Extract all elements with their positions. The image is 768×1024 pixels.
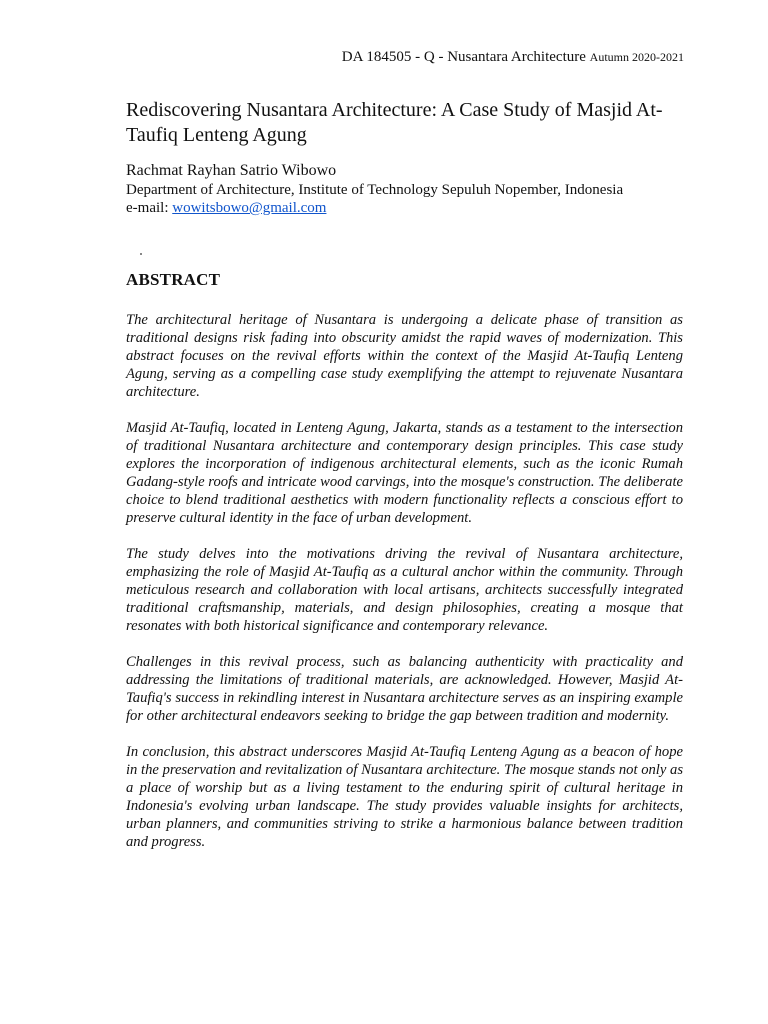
course-code: DA 184505 - Q - Nusantara Architecture [341, 49, 586, 65]
paper-title: Rediscovering Nusantara Architecture: A Case Study of Masjid At-Taufiq Lenteng Agung [126, 99, 663, 146]
abstract-paragraph: The study delves into the motivations driving the revival of Nusantara architecture, emphasizing the role of Masjid At-Taufiq as a cultural anchor within the community. Through meticulous research and collaboration with local artisans, architects successfully integrated traditional craftsmanship, materials, and design philosophies, creating a mosque that resonates with both historical significance and contemporary relevance. [126, 546, 683, 634]
email-link[interactable]: wowitsbowo@gmail.com [172, 200, 327, 216]
abstract-paragraph: In conclusion, this abstract underscores Masjid At-Taufiq Lenteng Agung as a beacon of hope in the preservation and revitalization of Nusantara architecture. The mosque stands not only as a place of worship but as a living testament to the enduring spirit of cultural heritage in Indonesia's evolving urban landscape. The study provides valuable insights for architects, urban planners, and communities striving to strike a harmonious balance between tradition and progress. [126, 744, 683, 850]
abstract-heading: ABSTRACT [126, 270, 221, 289]
author-name: Rachmat Rayhan Satrio Wibowo [126, 162, 337, 179]
abstract-body [126, 311, 683, 869]
term: Autumn 2020-2021 [589, 50, 684, 64]
email-label: e-mail: [126, 200, 173, 216]
stray-mark [140, 253, 142, 255]
abstract-paragraph: Masjid At-Taufiq, located in Lenteng Agung, Jakarta, stands as a testament to the intersection of traditional Nusantara architecture and contemporary design principles. This case study explores the incorporation of indigenous architectural elements, such as the iconic Rumah Gadang-style roofs and intricate wood carvings, into the mosque's construction. The deliberate choice to blend traditional aesthetics with modern functionality reflects a conscious effort to preserve cultural identity in the face of urban development. [126, 420, 683, 526]
abstract-paragraph: The architectural heritage of Nusantara is undergoing a delicate phase of transition as traditional designs risk fading into obscurity amidst the rapid waves of modernization. This abstract focuses on the revival efforts within the context of the Masjid At-Taufiq Lenteng Agung, serving as a compelling case study exemplifying the attempt to rejuvenate Nusantara architecture. [126, 312, 683, 400]
author-affiliation: Department of Architecture, Institute of Technology Sepuluh Nopember, Indonesia [126, 182, 624, 198]
author-email-line [126, 199, 686, 217]
author-block [126, 162, 686, 217]
abstract-paragraph: Challenges in this revival process, such as balancing authenticity with practicality and addressing the limitations of traditional materials, are acknowledged. However, Masjid At-Taufiq's success in rekindling interest in Nusantara architecture serves as an inspiring example for other architectural endeavors seeking to bridge the gap between tradition and modernity. [126, 654, 683, 724]
running-header [342, 49, 684, 66]
